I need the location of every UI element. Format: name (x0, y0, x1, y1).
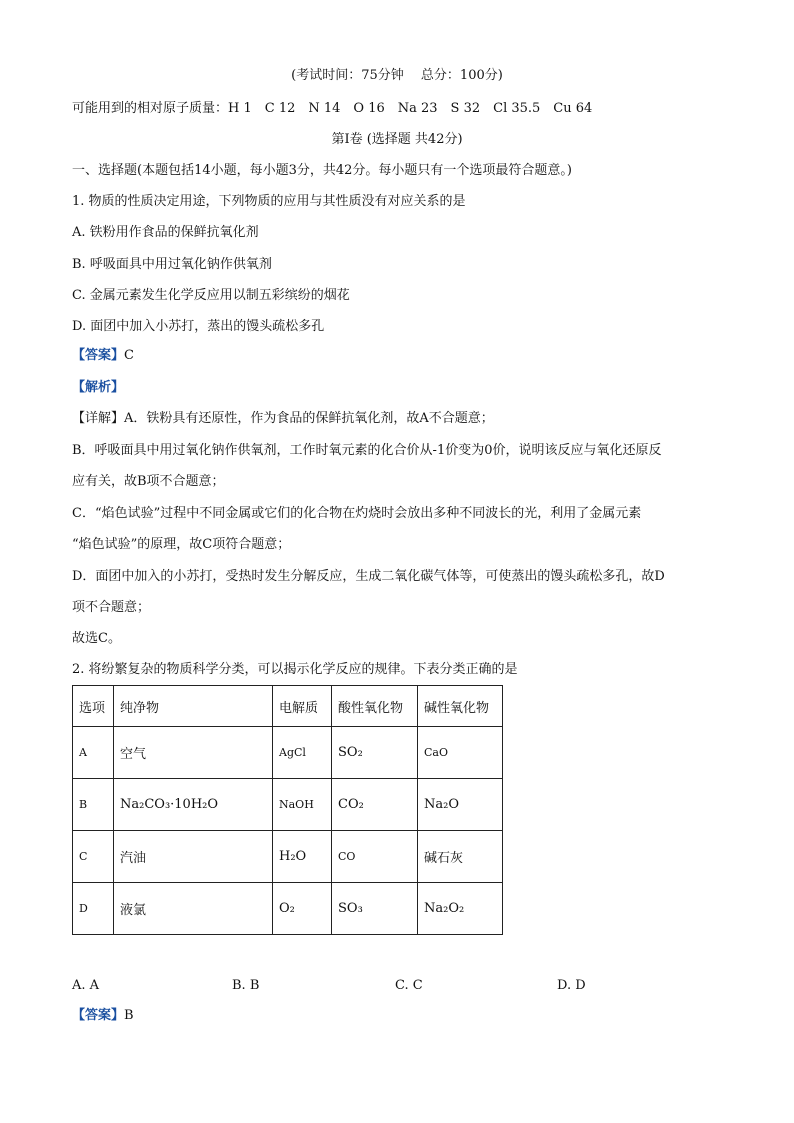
q1-conclusion: 故选C。 (72, 631, 121, 646)
q1-detail-a (72, 411, 494, 427)
classification-table (72, 685, 503, 935)
table-row (73, 883, 503, 935)
q1-detail-d2: 项不合题意； (72, 600, 151, 615)
table-cell: D (73, 883, 114, 935)
table-cell: CO₂ (332, 779, 418, 831)
table-header-row (73, 686, 503, 727)
answer-tag: 【答案】 (72, 348, 125, 363)
section-intro: 一、选择题(本题包括14小题，每小题3分，共42分。每小题只有一个选项最符合题意。) (72, 163, 572, 178)
exam-info: (考试时间：75分钟 总分：100分) (291, 68, 503, 83)
answer-tag: 【答案】 (72, 1008, 125, 1023)
q2-answer (72, 1008, 134, 1024)
q1-detail-b2: 应有关，故B项不合题意； (72, 474, 225, 489)
q2-option-a: A. A (72, 978, 100, 993)
detail-line: A．铁粉具有还原性，作为食品的保鲜抗氧化剂，故A不合题意； (124, 411, 494, 426)
table-cell: SO₂ (332, 727, 418, 779)
analysis-tag: 【解析】 (72, 380, 125, 395)
q2-option-c: C. C (395, 978, 423, 993)
q2-option-d: D. D (557, 978, 586, 993)
table-row (73, 779, 503, 831)
table-header-cell: 电解质 (273, 686, 332, 727)
answer-value: B (124, 1008, 134, 1023)
table-header-cell: 碱性氧化物 (418, 686, 503, 727)
q1-option-a: A. 铁粉用作食品的保鲜抗氧化剂 (72, 225, 259, 240)
table-cell: Na₂CO₃·10H₂O (114, 779, 273, 831)
table-header-cell: 选项 (73, 686, 114, 727)
q1-option-d: D. 面团中加入小苏打，蒸出的馒头疏松多孔 (72, 319, 325, 334)
table-cell: A (73, 727, 114, 779)
table-row (73, 727, 503, 779)
table-cell: SO₃ (332, 883, 418, 935)
q1-detail-c1: C．“焰色试验”过程中不同金属或它们的化合物在灼烧时会放出多种不同波长的光，利用了金属元素 (72, 506, 642, 521)
detail-tag: 【详解】 (72, 411, 125, 426)
table-cell: 汽油 (114, 831, 273, 883)
table-cell: Na₂O (418, 779, 503, 831)
table-cell: B (73, 779, 114, 831)
q2-option-b: B. B (232, 978, 260, 993)
table-cell: 液氯 (114, 883, 273, 935)
q1-option-b: B. 呼吸面具中用过氧化钠作供氧剂 (72, 257, 272, 272)
q1-detail-d1: D．面团中加入的小苏打，受热时发生分解反应，生成二氧化碳气体等，可使蒸出的馒头疏松多孔，故D (72, 569, 665, 584)
q1-option-c: C. 金属元素发生化学反应用以制五彩缤纷的烟花 (72, 288, 350, 303)
table-cell: NaOH (273, 779, 332, 831)
table-header-cell: 酸性氧化物 (332, 686, 418, 727)
table-cell: Na₂O₂ (418, 883, 503, 935)
table-cell: CO (332, 831, 418, 883)
volume-title: 第Ⅰ卷 (选择题 共42分) (331, 132, 463, 147)
table-cell: 空气 (114, 727, 273, 779)
table-cell: H₂O (273, 831, 332, 883)
q1-detail-b1: B．呼吸面具中用过氧化钠作供氧剂，工作时氧元素的化合价从-1价变为0价，说明该反应与氧化还原反 (72, 443, 662, 458)
table-cell: 碱石灰 (418, 831, 503, 883)
table-cell: C (73, 831, 114, 883)
question-2-stem: 2. 将纷繁复杂的物质科学分类，可以揭示化学反应的规律。下表分类正确的是 (72, 662, 518, 677)
table-cell: CaO (418, 727, 503, 779)
q1-detail-c2: “焰色试验”的原理，故C项符合题意； (72, 537, 291, 552)
table-header-cell: 纯净物 (114, 686, 273, 727)
table-row (73, 831, 503, 883)
question-1-stem: 1. 物质的性质决定用途，下列物质的应用与其性质没有对应关系的是 (72, 194, 466, 209)
table-cell: O₂ (273, 883, 332, 935)
q1-analysis-tag (72, 380, 124, 396)
table-cell: AgCl (273, 727, 332, 779)
answer-value: C (124, 348, 134, 363)
q1-answer (72, 348, 134, 364)
atomic-masses: 可能用到的相对原子质量：H 1 C 12 N 14 O 16 Na 23 S 32 Cl 35.5 Cu 64 (72, 101, 593, 116)
